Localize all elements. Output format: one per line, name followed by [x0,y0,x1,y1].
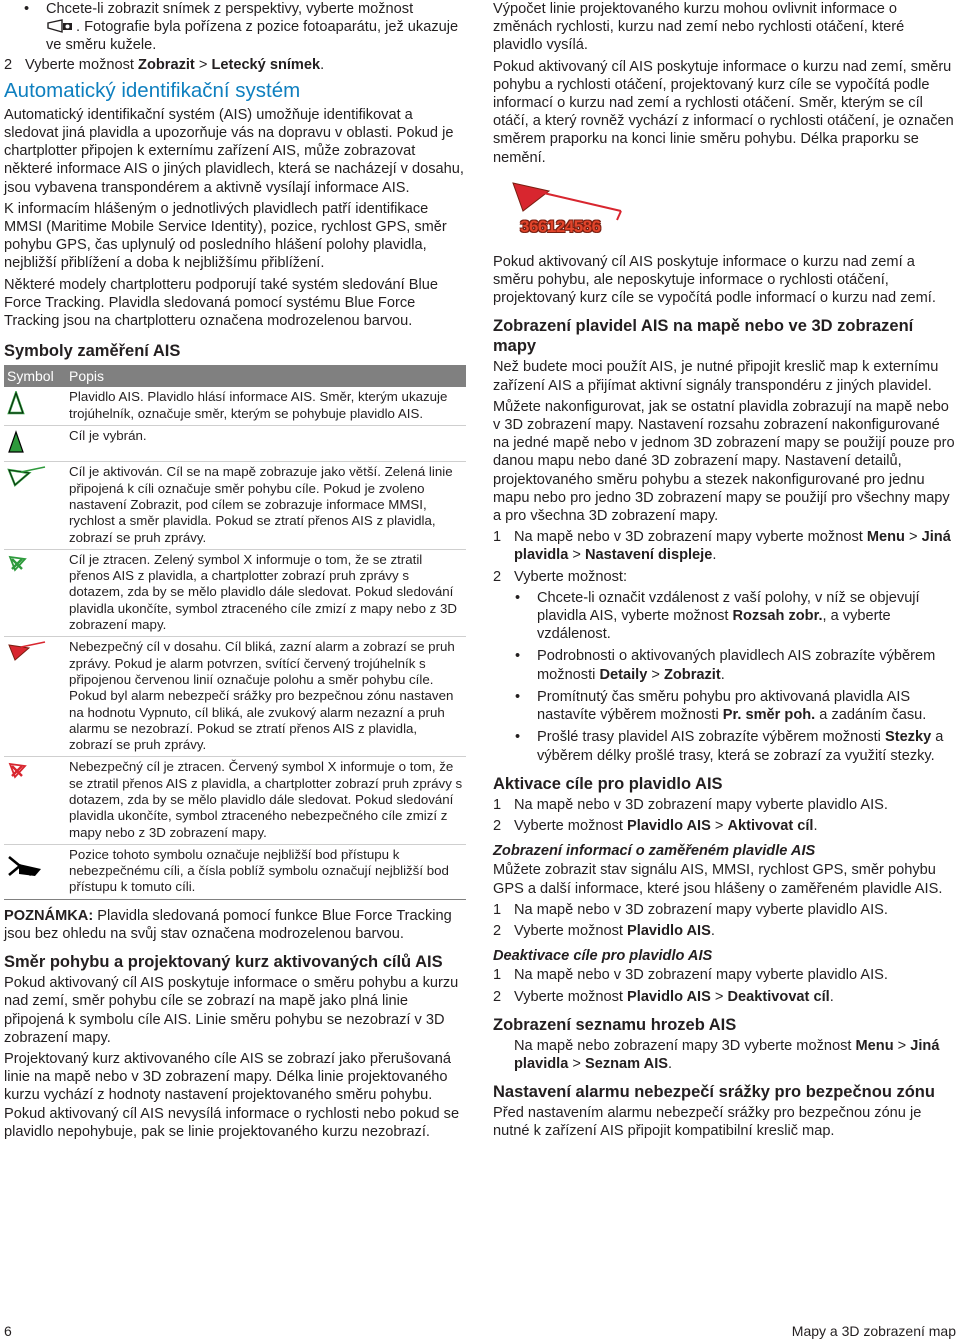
info-paragraph: Můžete zobrazit stav signálu AIS, MMSI, rychlost GPS, směr pohybu GPS a další informace, které jsou hlášeny o zaměřeném plavidle AIS. [493,862,943,897]
blue-force-paragraph: Některé modely chartplotteru podporují také systém sledování Blue Force Tracking. Plavidla sledovaná pomocí systému Blue Force Tracking jsou na chartplotteru označena modrozelenou barvou. [4,276,438,330]
alarm-paragraph: Před nastavením alarmu nebezpečí srážky pro bezpečnou zónu je nutné k zařízení AIS připojit kompatibilní kreslič map. [493,1105,922,1140]
show-step-1: 1 Na mapě nebo v 3D zobrazení mapy vyberte možnost Menu > Jiná plavidla > Nastavení displeje. [493,529,951,564]
option-range: • Chcete-li označit vzdálenost z vaší polohy, v níž se objevují plavidla AIS, vyberte možnost Rozsah zobr., a vyberte vzdálenost. [515,589,920,643]
heading-threat-list: Zobrazení seznamu hrozeb AIS [493,1015,737,1034]
projected-paragraph-1: Výpočet linie projektovaného kurzu mohou ovlivnit informace o změnách rychlosti, kurzu nad zemí nebo rychlosti otáčení, které plavidlo vysílá. [493,1,905,54]
step-2-view: 2 Vyberte možnost Zobrazit > Letecký snímek. [4,56,325,73]
ais-symbols-table [4,365,466,900]
table-header-description: Popis [66,365,466,387]
ais-mmsi-label: 366124586 [520,216,601,236]
left-column [4,0,466,1144]
info-step-2: 2 Vyberte možnost Plavidlo AIS. [493,922,715,939]
option-heading: • Promítnutý čas směru pohybu pro aktivovaná plavidla AIS nastavíte výběrem možnosti Pr. směr poh. a zadáním času. [515,688,927,724]
activate-step-2: 2 Vyberte možnost Plavidlo AIS > Aktivovat cíl. [493,817,818,834]
note: POZNÁMKA: Plavidla sledovaná pomocí funkce Blue Force Tracking jsou bez ohledu na svůj stav označena modrozelenou barvou. [4,907,452,942]
option-trails: • Prošlé trasy plavidel AIS zobrazíte výběrem možnosti Stezky a výběrem délky prošlé trasy, která se zobrazí za využití stezky. [515,729,944,764]
projected-paragraph-3: Pokud aktivovaný cíl AIS poskytuje informace o kurzu nad zemí a směru pohybu, ale neposkytuje informace o rychlosti otáčení, projektovaný kurz cíle se vypočítá podle informací o kurzu nad zemí. [493,253,936,307]
heading-activate: Aktivace cíle pro plavidlo AIS [493,774,723,793]
deact-step-1: 1 Na mapě nebo v 3D zobrazení mapy vyberte plavidlo AIS. [493,967,888,984]
deact-step-2: 2 Vyberte možnost Plavidlo AIS > Deaktivovat cíl. [493,988,834,1005]
table-row: Plavidlo AIS. Plavidlo hlásí informace AIS. Směr, kterým ukazuje trojúhelník, označuje směr, kterým se pohybuje plavidlo AIS. [4,387,466,425]
heading-course: Směr pohybu a projektovaný kurz aktivovaných cílů AIS [4,953,443,972]
triangle-filled-icon [7,430,25,454]
table-row: Nebezpečný cíl v dosahu. Cíl bliká, zazní alarm a zobrazí se pruh zprávy. Pokud je alarm potvrzen, svítící červený trojúhelník s připojenou červenou linií označuje polohu a směr pohybu cíle. Pokud byl alarm nebezpečí srážky pro bezpečnou zónu nastaven na hodnotu Vypnuto, cíl bliká, ale zvukový alarm nezazní a pruh alarmu se nezobrazí. Pokud se ztratí přenos AIS z plavidla, zobrazí se pruh zprávy. [4,637,466,757]
heading-alarm: Nastavení alarmu nebezpečí srážky pro bezpečnou zónu [493,1083,935,1102]
ais-target-figure [493,181,956,247]
heading-deactivate: Deaktivace cíle pro plavidlo AIS [493,948,713,965]
course-paragraph-2: Projektovaný kurz aktivovaného cíle AIS se zobrazí jako přerušovaná linie na mapě nebo v 3D zobrazení mapy. Délka linie projektovaného kurzu vychází z hodnoty nastavení projektovaného směru pohybu. Pokud aktivovaný cíl AIS nevysílá informace o rychlosti nebo pokud se plavidlo nepohybuje, pak se linie projektovaného kurzu nezobrazí. [4,1050,460,1140]
show-step-2: 2 Vyberte možnost: [493,568,628,585]
table-row: Cíl je ztracen. Zelený symbol X informuje o tom, že se ztratil přenos AIS z plavidla, a chartplotter zobrazí pruh zprávy s dotazem, zda by se mělo plavidlo dále sledovat. Pokud sledování plavidla ukončíte, symbol ztraceného cíle zmizí z mapy nebo z 3D zobrazení mapy. [4,549,466,636]
table-row: Nebezpečný cíl je ztracen. Červený symbol X informuje o tom, že se ztratil přenos AIS z plavidla, a chartplotter zobrazí pruh zprávy s dotazem, zda by se mělo plavidlo dále sledovat. Pokud sledování plavidla ukončíte, symbol ztraceného nebezpečného cíle zmizí z mapy nebo z 3D zobrazení mapy. [4,757,466,844]
ais-title: Automatický identifikační systém [4,78,301,102]
ais-target-with-heading-icon [509,181,649,221]
show-paragraph-2: Můžete nakonfigurovat, jak se ostatní plavidla zobrazují na mapě nebo v 3D zobrazení mapy. Nastavení rozsahu zobrazení nakonfigurované na jedné mapě nebo v jednom 3D zobrazení mapy se použijí pouze pro danou mapu nebo dané 3D zobrazení mapy. Nastavení detailů, projektovaného směru pohybu a stezek nakonfigurované pro jednu mapu nebo pro jedno 3D zobrazení mapy se použijí pro všechny mapy a pro všechna 3D zobrazení mapy. [493,398,955,525]
heading-show-ais: Zobrazení plavidel AIS na mapě nebo ve 3D zobrazení mapy [493,317,914,356]
dangerous-lost-icon [7,761,29,781]
activate-step-1: 1 Na mapě nebo v 3D zobrazení mapy vyberte plavidlo AIS. [493,796,888,813]
threat-list-step: Na mapě nebo zobrazení mapy 3D vyberte možnost Menu > Jiná plavidla > Seznam AIS. [514,1037,940,1072]
triangle-activated-icon [7,466,47,488]
bullet-perspective: • Chcete-li zobrazit snímek z perspektivy, vyberte možnost . Fotografie byla pořízena z pozice fotoaparátu, jež ukazuje ve směru kužele. [24,1,459,54]
target-lost-icon [7,554,29,574]
triangle-outline-icon [7,391,25,415]
right-column [493,0,956,1144]
table-row: Pozice tohoto symbolu označuje nejbližší bod přístupu k nebezpečnému cíli, a čísla poblíž symbolu označují nejbližší bod přístupu k tomuto cíli. [4,844,466,899]
section-name: Mapy a 3D zobrazení map [791,1323,956,1339]
closest-approach-icon [7,855,43,877]
projected-paragraph-2: Pokud aktivovaný cíl AIS poskytuje informace o kurzu nad zemí, směru pohybu a rychlosti otáčení, projektovaný kurz cíle se vypočítá podle informací o kurzu nad zemí a rychlosti otáčení. Směr, kterým se cíl otáčí, a který rovněž vychází z informací o rychlosti otáčení, je označen směrem praporku na konci linie směru pohybu. Délka praporku se nemění. [493,58,954,166]
page-number: 6 [4,1323,12,1339]
table-row: Cíl je vybrán. [4,426,466,462]
option-details: • Podrobnosti o aktivovaných plavidlech AIS zobrazíte výběrem možnosti Detaily > Zobrazit. [515,648,936,683]
table-row: Cíl je aktivován. Cíl se na mapě zobrazuje jako větší. Zelená linie připojená k cíli označuje směr pohybu cíle. Pokud je zvoleno nastavení Zobrazit, pod cílem se zobrazuje informace MMSI, rychlost a směr plavidla. Pokud se ztratí přenos AIS z plavidla, zobrazí se pruh zprávy. [4,462,466,549]
heading-info: Zobrazení informací o zaměřeném plavidle AIS [493,843,816,860]
dangerous-target-icon [7,641,47,663]
camera-cone-icon [46,19,76,33]
show-paragraph-1: Než budete moci použít AIS, je nutné připojit kreslič map k externímu zařízení AIS a přijímat aktivní signály transpondéru z jiných plavidel. [493,359,939,394]
symbols-title: Symboly zaměření AIS [4,342,181,361]
course-paragraph-1: Pokud aktivovaný cíl AIS poskytuje informace o směru pohybu a kurzu nad zemí, směr pohybu cíle se zobrazí na mapě jako plná linie připojená k symbolu cíle AIS. Linie směru pohybu se nezobrazí v 3D zobrazení mapy. [4,975,459,1046]
ais-intro: Automatický identifikační systém (AIS) umožňuje identifikovat a sledovat jiná plavidla a upozorňuje vás na dopravu v oblasti. Pokud je chartplotter připojen k externímu zařízení AIS, může zobrazovat některé informace AIS o jiných plavidlech, která se nacházejí v dosahu, jsou vybavena transpondérem a aktivně vysílají informace AIS. [4,106,464,196]
table-header-symbol: Symbol [4,365,66,387]
info-step-1: 1 Na mapě nebo v 3D zobrazení mapy vyberte plavidlo AIS. [493,901,888,918]
ais-info-list: K informacím hlášeným o jednotlivých plavidlech patří identifikace MMSI (Maritime Mobile Service Identity), pozice, rychlost GPS, směr pohybu GPS, čas uplynulý od posledního hlášení polohy plavidla, nejbližší přiblížení a doba k nejbližšímu přiblížení. [4,200,447,272]
